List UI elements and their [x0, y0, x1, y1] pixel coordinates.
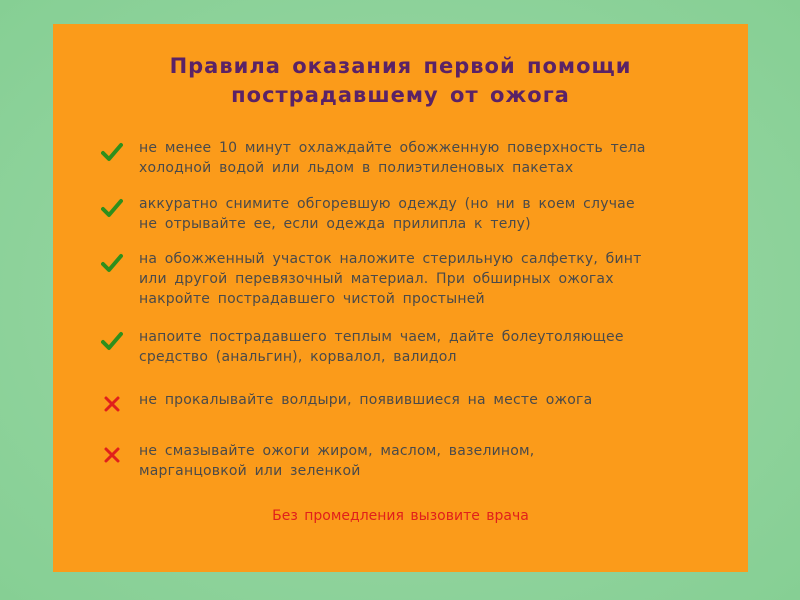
- cross-icon: [101, 393, 123, 415]
- rule-line: напоите пострадавшего теплым чаем, дайте болеутоляющее: [139, 329, 624, 345]
- title-line-2: пострадавшему от ожога: [231, 83, 570, 107]
- rule-line: не прокалывайте волдыри, появившиеся на месте ожога: [139, 392, 593, 408]
- rule-line: аккуратно снимите обгоревшую одежду (но ни в коем случае: [139, 196, 635, 212]
- rule-text: [139, 249, 719, 309]
- check-icon: [101, 252, 123, 274]
- rule-line: не менее 10 минут охлаждайте обожженную поверхность тела: [139, 140, 646, 156]
- rule-line: средство (анальгин), корвалол, валидол: [139, 349, 457, 365]
- rules-card: [53, 24, 748, 572]
- rule-line: на обожженный участок наложите стерильную салфетку, бинт: [139, 251, 642, 267]
- rule-line: накройте пострадавшего чистой простыней: [139, 291, 485, 307]
- title-line-1: Правила оказания первой помощи: [169, 54, 632, 78]
- rule-text: [139, 390, 719, 410]
- check-icon: [101, 141, 123, 163]
- rule-line: не смазывайте ожоги жиром, маслом, вазелином,: [139, 443, 535, 459]
- cross-icon: [101, 444, 123, 466]
- rule-line: холодной водой или льдом в полиэтиленовых пакетах: [139, 160, 574, 176]
- rule-text: [139, 194, 719, 234]
- rule-text: [139, 138, 719, 178]
- rule-text: [139, 327, 719, 367]
- check-icon: [101, 197, 123, 219]
- rule-line: не отрывайте ее, если одежда прилипла к телу): [139, 216, 531, 232]
- check-icon: [101, 330, 123, 352]
- rule-text: [139, 441, 719, 481]
- rule-line: или другой перевязочный материал. При обширных ожогах: [139, 271, 614, 287]
- page-title: [53, 52, 748, 110]
- call-doctor-note: Без промедления вызовите врача: [272, 508, 529, 524]
- rule-line: марганцовкой или зеленкой: [139, 463, 361, 479]
